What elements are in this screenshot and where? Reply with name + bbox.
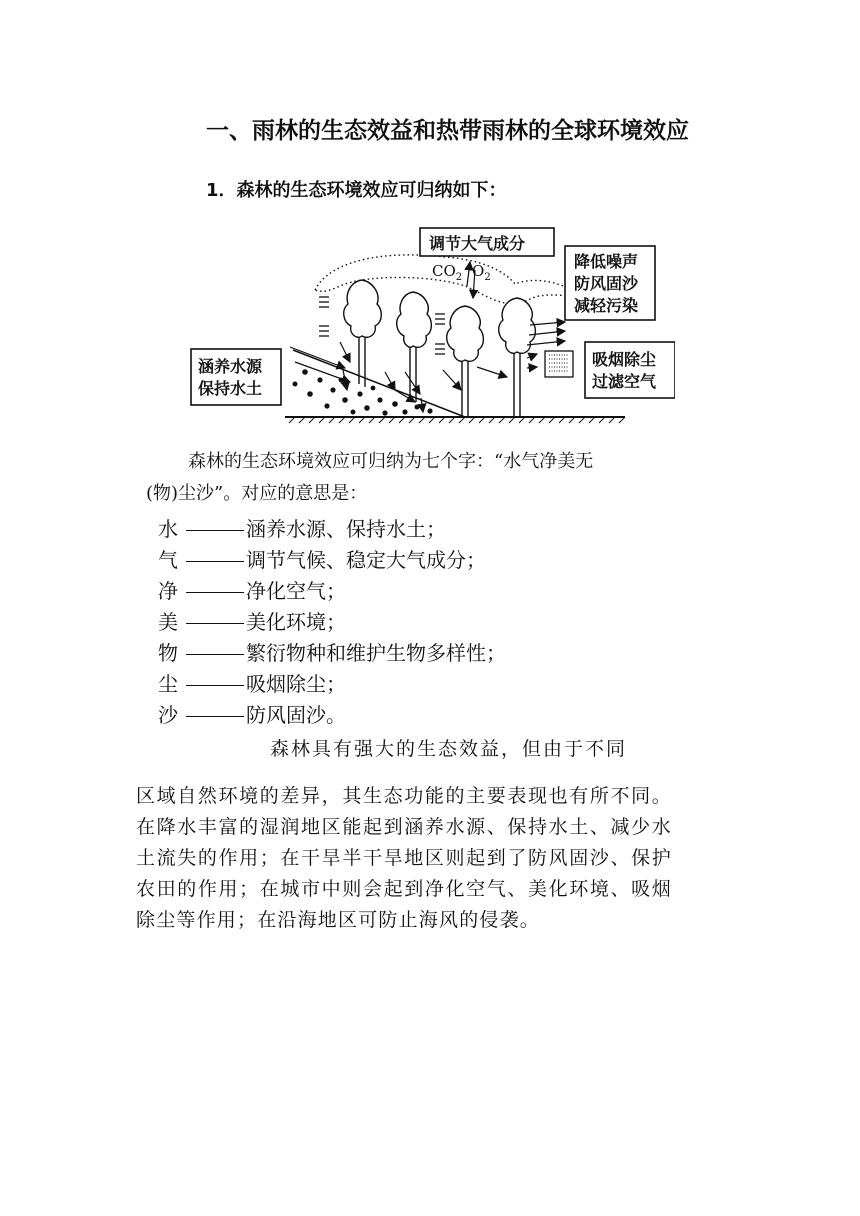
list-item: 物 繁衍物种和维护生物多样性； — [158, 641, 506, 665]
o2-label: $O_2$ — [472, 262, 491, 283]
filter-grid — [545, 351, 573, 377]
body-paragraph-rest: 区域自然环境的差异，其生态功能的主要表现也有所不同。在降水丰富的湿润地区能起到涵养水源、保持水土、减少水土流失的作用；在干旱半干旱地区则起到了防风固沙、保护农田的作用；在城市中则会起到净化空气、美化环境、吸烟除尘等作用；在沿海地区可防止海风的侵袭。 — [136, 785, 672, 931]
body-paragraph — [136, 735, 672, 936]
svg-text:防风固沙: 防风固沙 — [574, 274, 639, 293]
tree-3 — [447, 306, 484, 361]
subsection-heading: 1．森林的生态环境效应可归纳如下： — [206, 180, 507, 201]
svg-text:涵养水源: 涵养水源 — [198, 357, 263, 376]
intro-line-2: (物)尘沙”。对应的意思是： — [146, 483, 368, 504]
trees — [344, 280, 536, 416]
list-item: 净 净化空气； — [158, 579, 346, 603]
dust-filter-box — [585, 342, 675, 398]
list-item: 气 调节气候、稳定大气成分； — [158, 548, 486, 572]
list-item: 水 涵养水源、保持水土； — [158, 517, 446, 541]
list-item: 沙 防风固沙。 — [158, 703, 346, 727]
svg-text:保持水土: 保持水土 — [198, 379, 263, 398]
soil-particles — [293, 369, 433, 415]
intro-line-1: 森林的生态环境效应可归纳为七个字：“水气净美无 — [188, 451, 594, 472]
co2-label: $CO_2$ — [432, 262, 463, 283]
list-item: 美 美化环境； — [158, 610, 346, 634]
tree-1 — [344, 280, 382, 337]
forest-diagram-svg — [185, 222, 675, 432]
noise-reduction-box — [565, 246, 655, 320]
soil-slope — [293, 350, 465, 417]
meaning-list — [158, 514, 678, 731]
svg-text:调节大气成分: 调节大气成分 — [429, 234, 526, 253]
tree-2 — [397, 292, 432, 347]
svg-text:过滤空气: 过滤空气 — [592, 372, 657, 391]
svg-text:吸烟除尘: 吸烟除尘 — [592, 350, 657, 369]
regulate-atmosphere-box — [420, 228, 554, 256]
svg-text:降低噪声: 降低噪声 — [574, 252, 639, 271]
svg-text:减轻污染: 减轻污染 — [574, 296, 639, 315]
water-conservation-box — [191, 349, 281, 405]
list-item: 尘 吸烟除尘； — [158, 672, 346, 696]
section-heading: 一、雨林的生态效益和热带雨林的全球环境效应 — [206, 118, 689, 144]
body-paragraph-first-line: 森林具有强大的生态效益，但由于不同 — [270, 738, 628, 760]
forest-effects-diagram — [185, 222, 675, 432]
intro-paragraph — [146, 446, 676, 510]
